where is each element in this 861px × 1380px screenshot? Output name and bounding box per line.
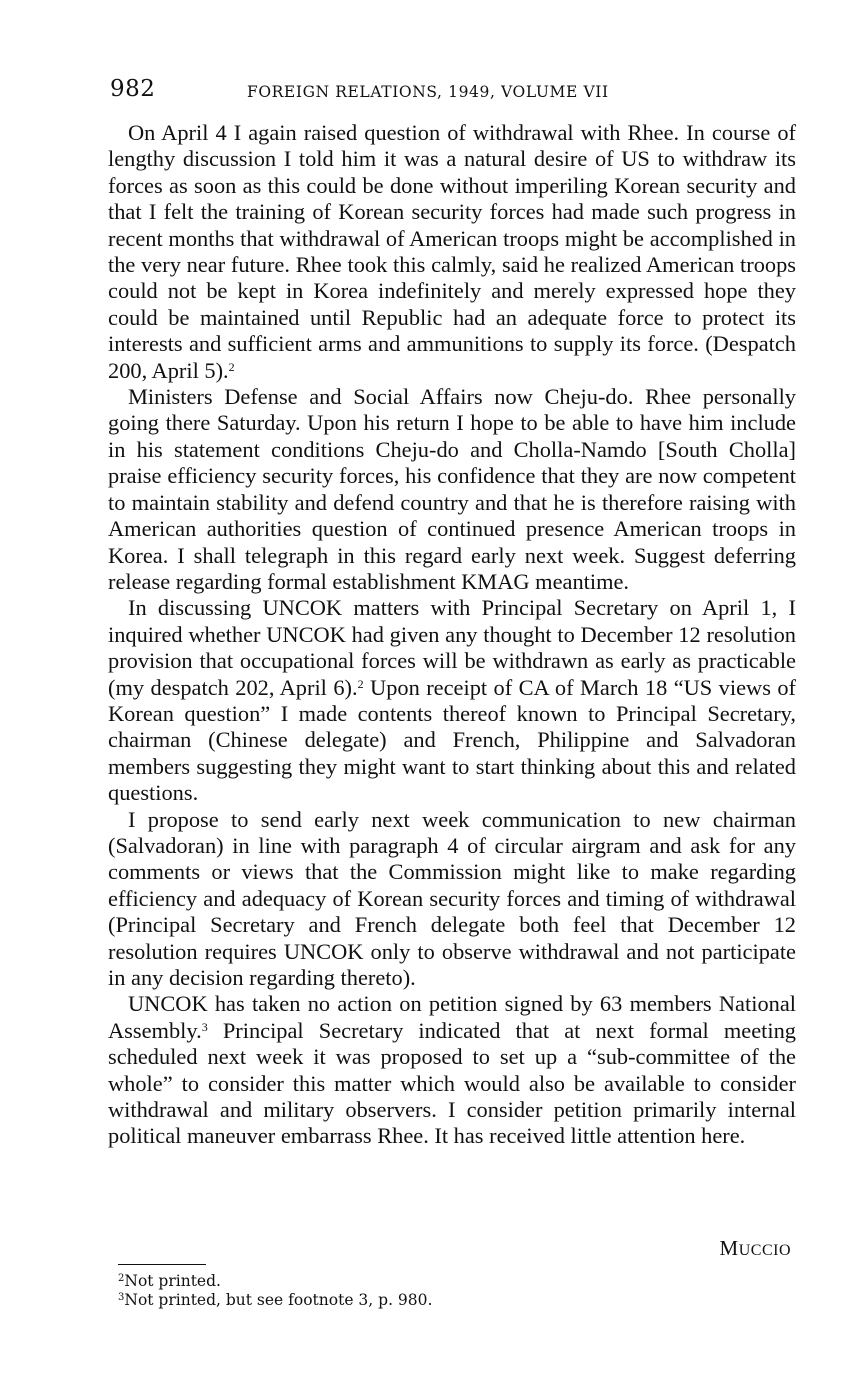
footnote-ref: 2 [357,676,364,691]
paragraph [108,120,796,384]
text-segment: I propose to send early next week communication to new chairman (Salvadoran) in line with paragraph 4 of circular airgram and ask for any comments or views that the Commission might like to make regarding efficiency and adequacy of Korean security forces and timing of withdrawal (Principal Secretary and French delegate both feel that December 12 resolution requires UNCOK only to observe withdrawal and not participate in any decision regarding thereto). [108,806,796,990]
footnote [118,1272,718,1291]
footnote-ref: 3 [201,1019,208,1034]
footnote-marker: 2 [118,1273,125,1284]
text-segment: Principal Secretary indicated that at next formal meeting scheduled next week it was proposed to set up a “sub-committee of the whole” to consider this matter which would also be available to consider withdrawal and military observers. I consider petition primarily internal political maneuver embarrass Rhee. It has received little attention here. [108,1017,796,1149]
paragraph [108,595,796,806]
page-header [110,76,800,110]
page-number: 982 [110,76,156,102]
footnote [118,1291,718,1310]
text-segment: On April 4 I again raised question of withdrawal with Rhee. In course of lengthy discussion I told him it was a natural desire of US to withdraw its forces as soon as this could be done without imperiling Korean security and that I felt the training of Korean security forces had made such progress in recent months that withdrawal of American troops might be accomplished in the very near future. Rhee took this calmly, said he realized American troops could not be kept in Korea indefinitely and merely expressed hope they could be maintained until Republic had an adequate force to protect its interests and sufficient arms and ammunitions to supply its force. (Despatch 200, April 5). [108,120,796,383]
signature-rest: UCCIO [738,1242,791,1259]
text-segment: Upon receipt of CA of March 18 “US views of Korean question” I made contents thereof known to Principal Secretary, chairman (Chinese delegate) and French, Philippine and Salvadoran members suggesting they might want to start thinking about this and related questions. [108,674,796,806]
text-segment: UNCOK has taken no action on petition signed by 63 members National Assembly. [108,991,796,1043]
paragraph [108,384,796,595]
paragraph [108,807,796,992]
text-segment: Ministers Defense and Social Affairs now Cheju-do. Rhee personally going there Saturday. Upon his return I hope to be able to have him include in his statement conditions Cheju-do and Cholla-Namdo [South Cholla] praise efficiency security forces, his confidence that they are now competent to maintain stability and defend country and that he is therefore raising with American authorities question of continued presence American troops in Korea. I shall telegraph in this regard early next week. Suggest deferring release regarding formal establishment KMAG meantime. [108,384,796,594]
signature-initial: M [719,1236,739,1260]
footnote-text: Not printed, but see footnote 3, p. 980. [124,1291,433,1309]
body-text [108,120,796,1150]
running-head: FOREIGN RELATIONS, 1949, VOLUME VII [247,83,609,101]
footnote-text: Not printed. [124,1272,221,1290]
footnotes [118,1272,718,1310]
footnote-ref: 2 [228,359,235,374]
text-segment: In discussing UNCOK matters with Principal Secretary on April 1, I inquired whether UNCOK had given any thought to December 12 resolution provision that occupational forces will be withdrawn as early as practicable (my despatch 202, April 6). [108,595,796,700]
paragraph [108,991,796,1149]
footnote-divider [118,1264,206,1265]
signature [720,1236,791,1261]
footnote-marker: 3 [118,1292,125,1303]
